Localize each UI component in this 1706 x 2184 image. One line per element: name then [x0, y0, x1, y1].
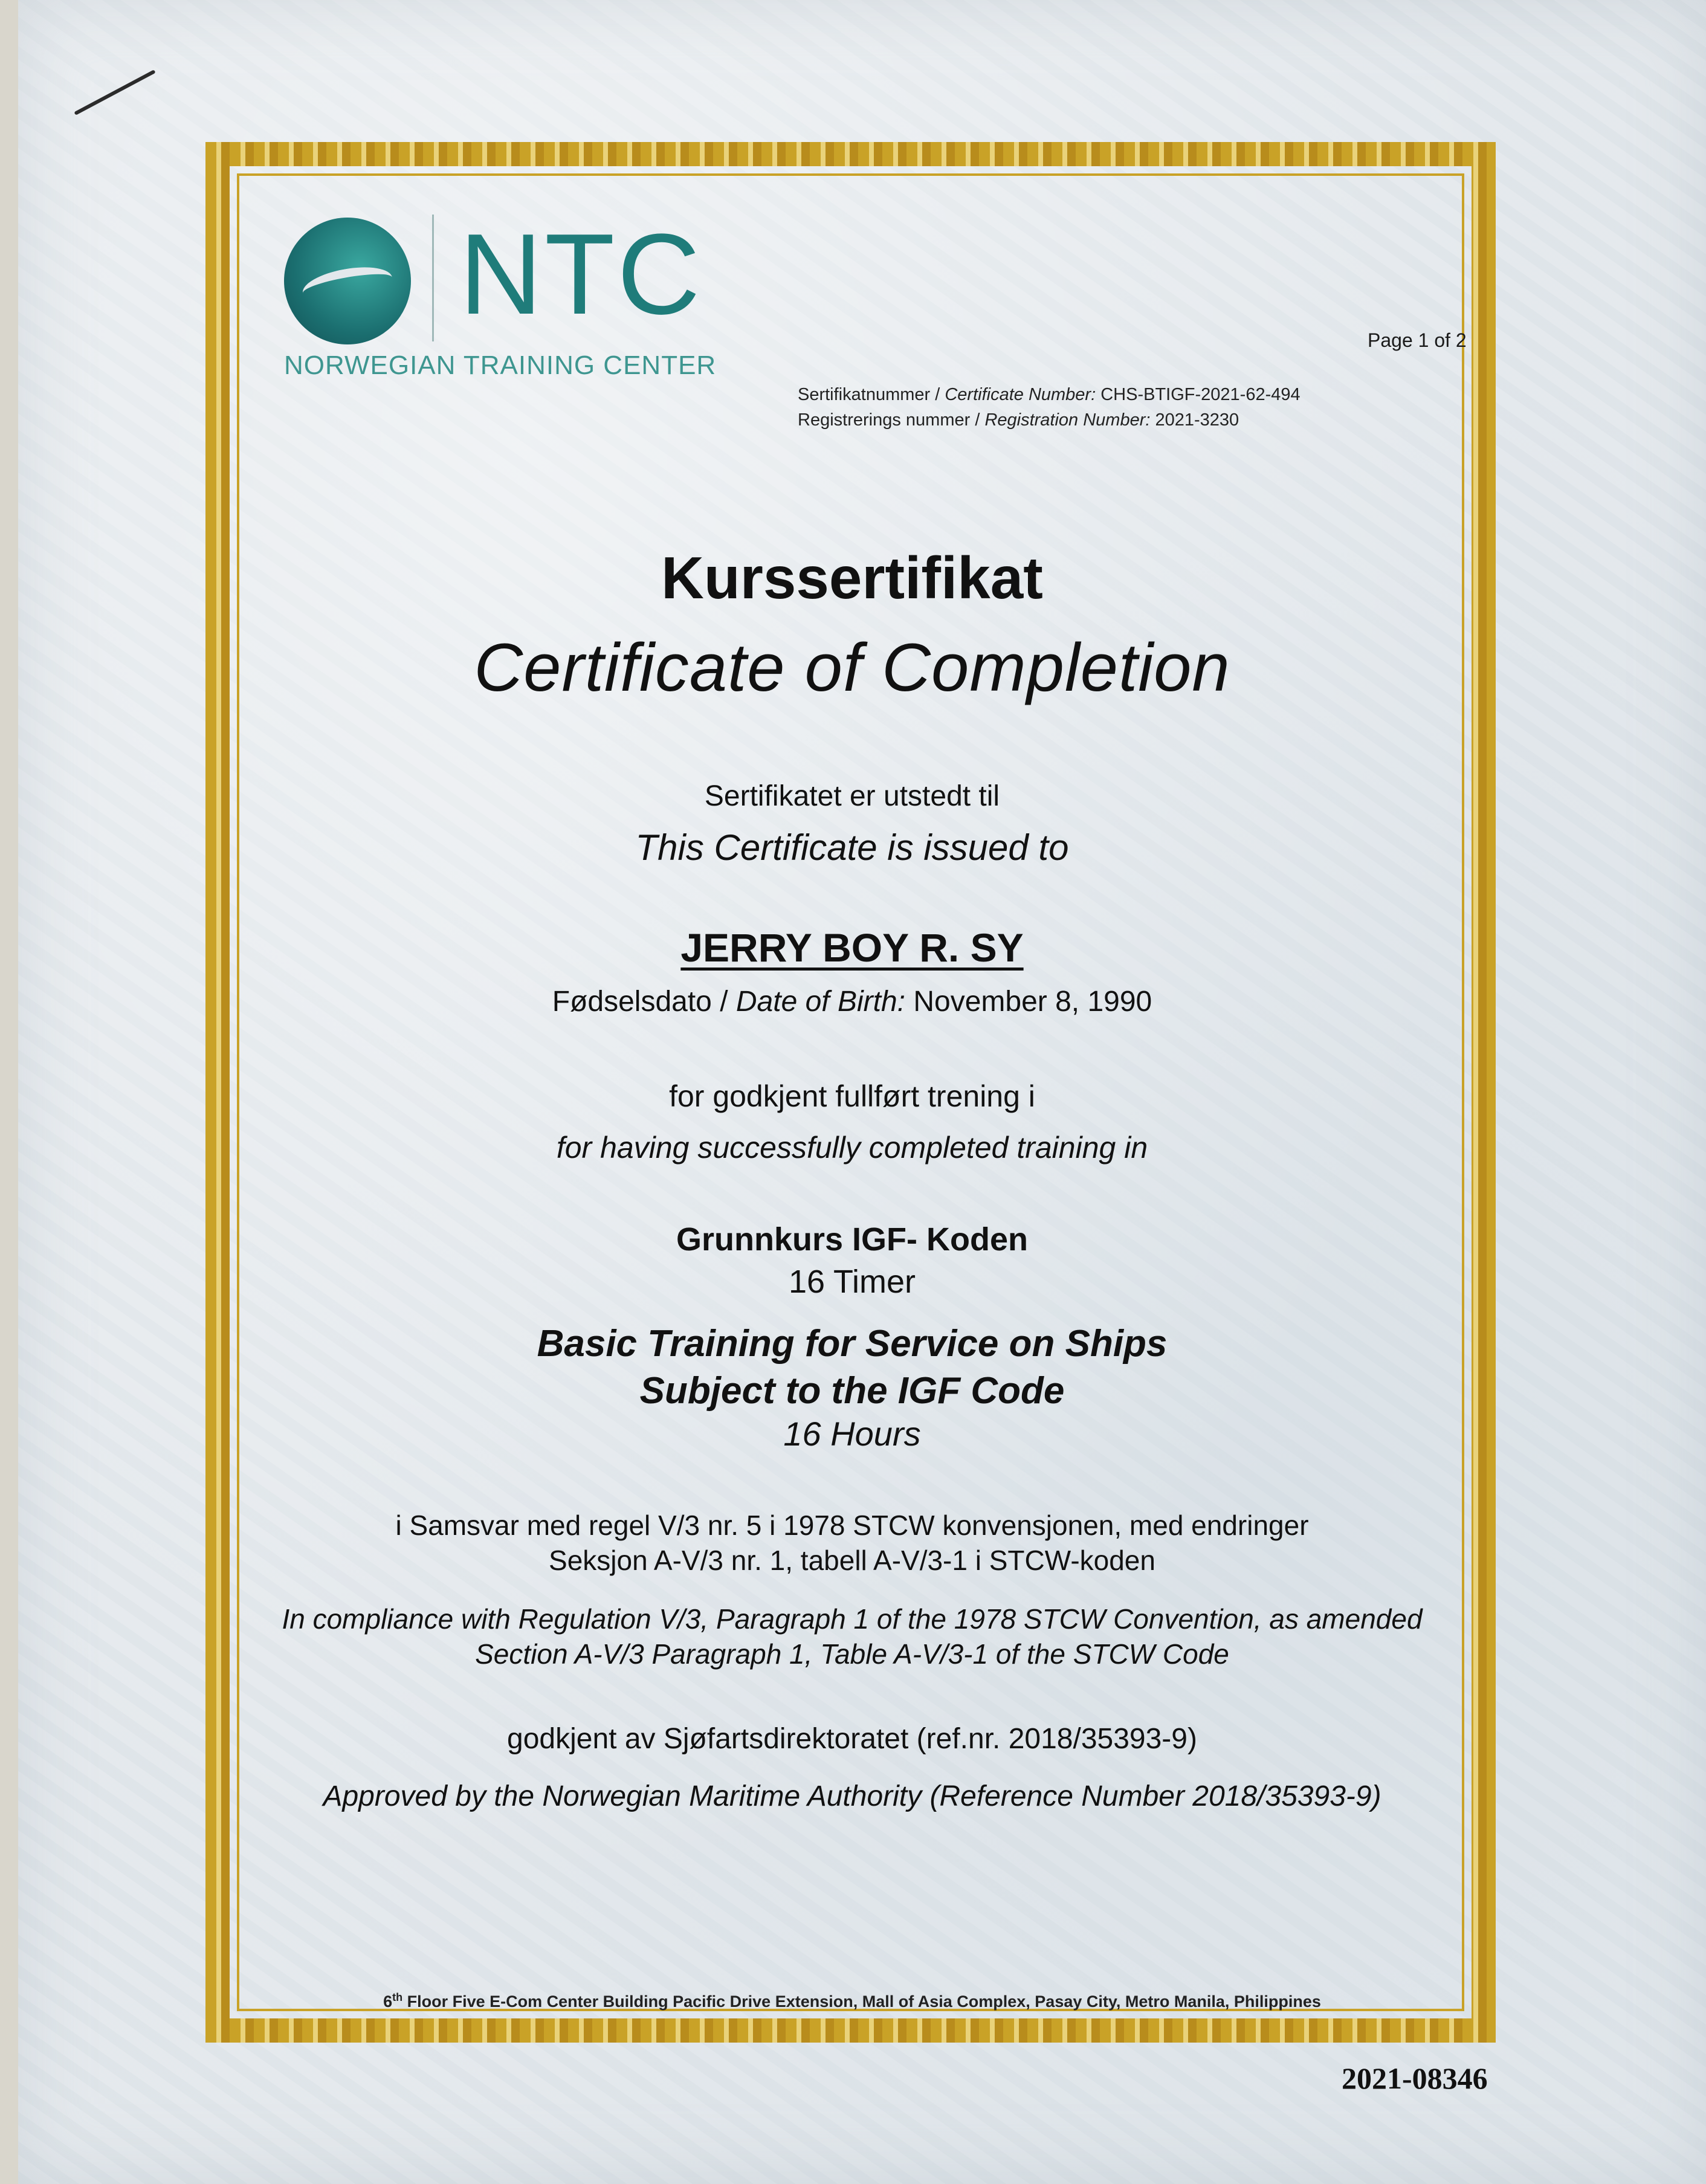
- compliance-english: In compliance with Regulation V/3, Paragraph 1 of the 1978 STCW Convention, as amended Section A-V/3 Paragraph 1, Table A-V/3-1 of the STCW Code: [282, 1603, 1423, 1670]
- logo-wordmark: NTC: [459, 210, 703, 338]
- course-hours-norwegian: 16 Timer: [788, 1264, 916, 1300]
- recipient-name: JERRY BOY R. SY: [680, 925, 1024, 970]
- registration-number: 2021-3230: [1150, 410, 1239, 430]
- logo-divider: [432, 215, 434, 341]
- certificate-numbers: [798, 382, 1301, 433]
- pen-mark: [74, 69, 155, 115]
- certificate-number: CHS-BTIGF-2021-62-494: [1096, 385, 1301, 404]
- approval-english: Approved by the Norwegian Maritime Authority (Reference Number 2018/35393-9): [323, 1780, 1381, 1812]
- issued-to-norwegian: Sertifikatet er utstedt til: [704, 780, 1000, 812]
- issued-to-english: This Certificate is issued to: [635, 827, 1069, 868]
- training-norwegian: for godkjent fullført trening i: [669, 1079, 1035, 1113]
- ntc-logo: [284, 210, 717, 384]
- footer-address: 6th Floor Five E-Com Center Building Pacific Drive Extension, Mall of Asia Complex, Pasay City, Metro Manila, Philippines: [383, 1991, 1321, 2011]
- page-number: Page 1 of 2: [1368, 329, 1467, 351]
- title-english: Certificate of Completion: [474, 630, 1230, 705]
- title-norwegian: Kurssertifikat: [661, 544, 1043, 611]
- serial-number: 2021-08346: [1342, 2061, 1488, 2095]
- training-english: for having successfully completed training in: [556, 1131, 1148, 1165]
- date-of-birth: Fødselsdato / Date of Birth: November 8, 1990: [552, 986, 1152, 1018]
- registration-number-line: Registrerings nummer / Registration Number: 2021-3230: [798, 410, 1239, 430]
- course-hours-english: 16 Hours: [783, 1415, 921, 1453]
- logo-subtitle: NORWEGIAN TRAINING CENTER: [284, 351, 717, 380]
- certificate-number-line: Sertifikatnummer / Certificate Number: CHS-BTIGF-2021-62-494: [798, 385, 1301, 404]
- course-name-english: Basic Training for Service on Ships Subject to the IGF Code: [537, 1323, 1168, 1412]
- compliance-norwegian: i Samsvar med regel V/3 nr. 5 i 1978 STCW konvensjonen, med endringer Seksjon A-V/3 nr. 1, tabell A-V/3-1 i STCW-koden: [395, 1510, 1309, 1576]
- approval-norwegian: godkjent av Sjøfartsdirektoratet (ref.nr. 2018/35393-9): [507, 1723, 1197, 1755]
- ntc-logo-icon: [284, 218, 411, 344]
- course-name-norwegian: Grunnkurs IGF- Koden: [676, 1221, 1028, 1258]
